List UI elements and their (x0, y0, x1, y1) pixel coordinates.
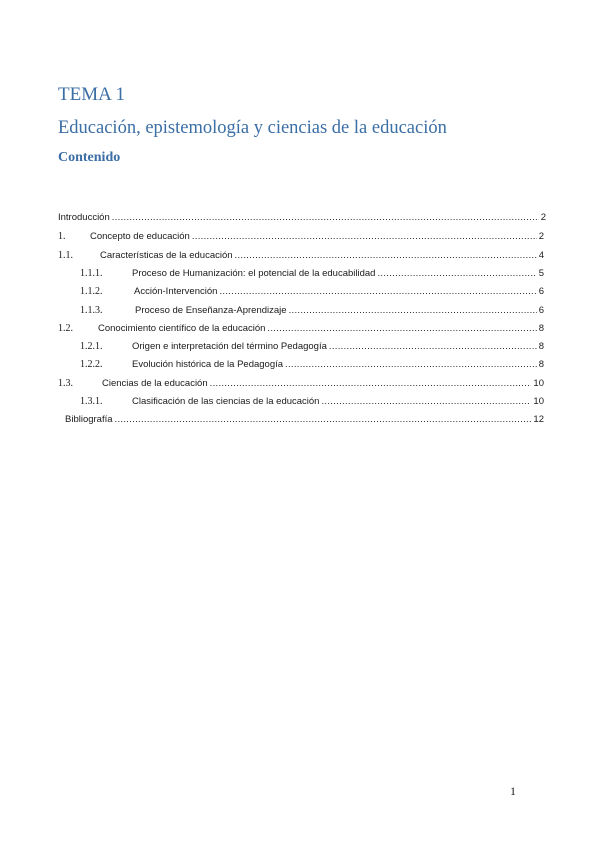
toc-entry-number: 1.1.2. (80, 286, 103, 297)
toc-leader-dots (267, 322, 536, 336)
toc-entry-1-1-1[interactable] (80, 267, 544, 281)
toc-entry-page: 10 (533, 396, 544, 407)
toc-leader-dots (329, 340, 537, 354)
toc-entry-introduccion[interactable] (58, 211, 546, 225)
toc-entry-number: 1.2.2. (80, 359, 103, 370)
toc-entry-1-1-2[interactable] (80, 285, 544, 299)
toc-entry-page: 8 (538, 323, 544, 334)
toc-leader-dots (289, 304, 537, 318)
toc-entry-page: 8 (538, 341, 544, 352)
toc-entry-1-3[interactable] (58, 377, 544, 391)
toc-leader-dots (285, 358, 537, 372)
toc-entry-page: 6 (538, 305, 544, 316)
toc-entry-title: Acción-Intervención (134, 286, 218, 297)
chapter-title: Educación, epistemología y ciencias de la educación (58, 118, 447, 138)
chapter-label: TEMA 1 (58, 84, 126, 105)
toc-leader-dots (210, 377, 532, 391)
toc-entry-1-1[interactable] (58, 249, 544, 263)
toc-entry-title: Conocimiento científico de la educación (98, 323, 266, 334)
toc-entry-number: 1.2.1. (80, 341, 103, 352)
toc-entry-title: Introducción (58, 212, 110, 223)
toc-entry-1[interactable] (58, 230, 544, 244)
toc-entry-number: 1.1.3. (80, 305, 103, 316)
toc-leader-dots (112, 211, 539, 225)
toc-entry-1-2-1[interactable] (80, 340, 544, 354)
toc-entry-page: 2 (540, 212, 546, 223)
toc-leader-dots (219, 285, 536, 299)
toc-entry-title: Proceso de Enseñanza-Aprendizaje (135, 305, 287, 316)
toc-entry-page: 12 (533, 414, 544, 425)
contents-heading: Contenido (58, 150, 121, 165)
toc-entry-page: 10 (533, 378, 544, 389)
toc-entry-number: 1.1. (58, 250, 73, 261)
toc-entry-page: 5 (538, 268, 544, 279)
toc-entry-page: 6 (538, 286, 544, 297)
toc-leader-dots (321, 395, 531, 409)
toc-entry-number: 1. (58, 231, 66, 242)
toc-entry-1-1-3[interactable] (80, 304, 544, 318)
toc-entry-title: Origen e interpretación del término Pedagogía (132, 341, 327, 352)
toc-entry-title: Características de la educación (100, 250, 233, 261)
toc-entry-number: 1.2. (58, 323, 73, 334)
toc-entry-page: 4 (538, 250, 544, 261)
toc-entry-1-3-1[interactable] (80, 395, 544, 409)
toc-entry-page: 2 (538, 231, 544, 242)
toc-entry-title: Proceso de Humanización: el potencial de la educabilidad (132, 268, 376, 279)
toc-entry-title: Bibliografía (65, 414, 113, 425)
toc-entry-number: 1.3. (58, 378, 73, 389)
toc-leader-dots (377, 267, 536, 281)
toc-entry-title: Concepto de educación (90, 231, 190, 242)
toc-entry-title: Clasificación de las ciencias de la educación (132, 396, 320, 407)
toc-leader-dots (235, 249, 537, 263)
toc-entry-bibliografia[interactable] (65, 413, 544, 427)
toc-entry-title: Ciencias de la educación (102, 378, 208, 389)
toc-entry-page: 8 (538, 359, 544, 370)
toc-entry-number: 1.3.1. (80, 396, 103, 407)
toc-entry-1-2-2[interactable] (80, 358, 544, 372)
toc-entry-title: Evolución histórica de la Pedagogía (132, 359, 284, 370)
toc-entry-number: 1.1.1. (80, 268, 103, 279)
page-number: 1 (510, 784, 516, 798)
toc-entry-1-2[interactable] (58, 322, 544, 336)
toc-leader-dots (192, 230, 537, 244)
toc-leader-dots (115, 413, 532, 427)
